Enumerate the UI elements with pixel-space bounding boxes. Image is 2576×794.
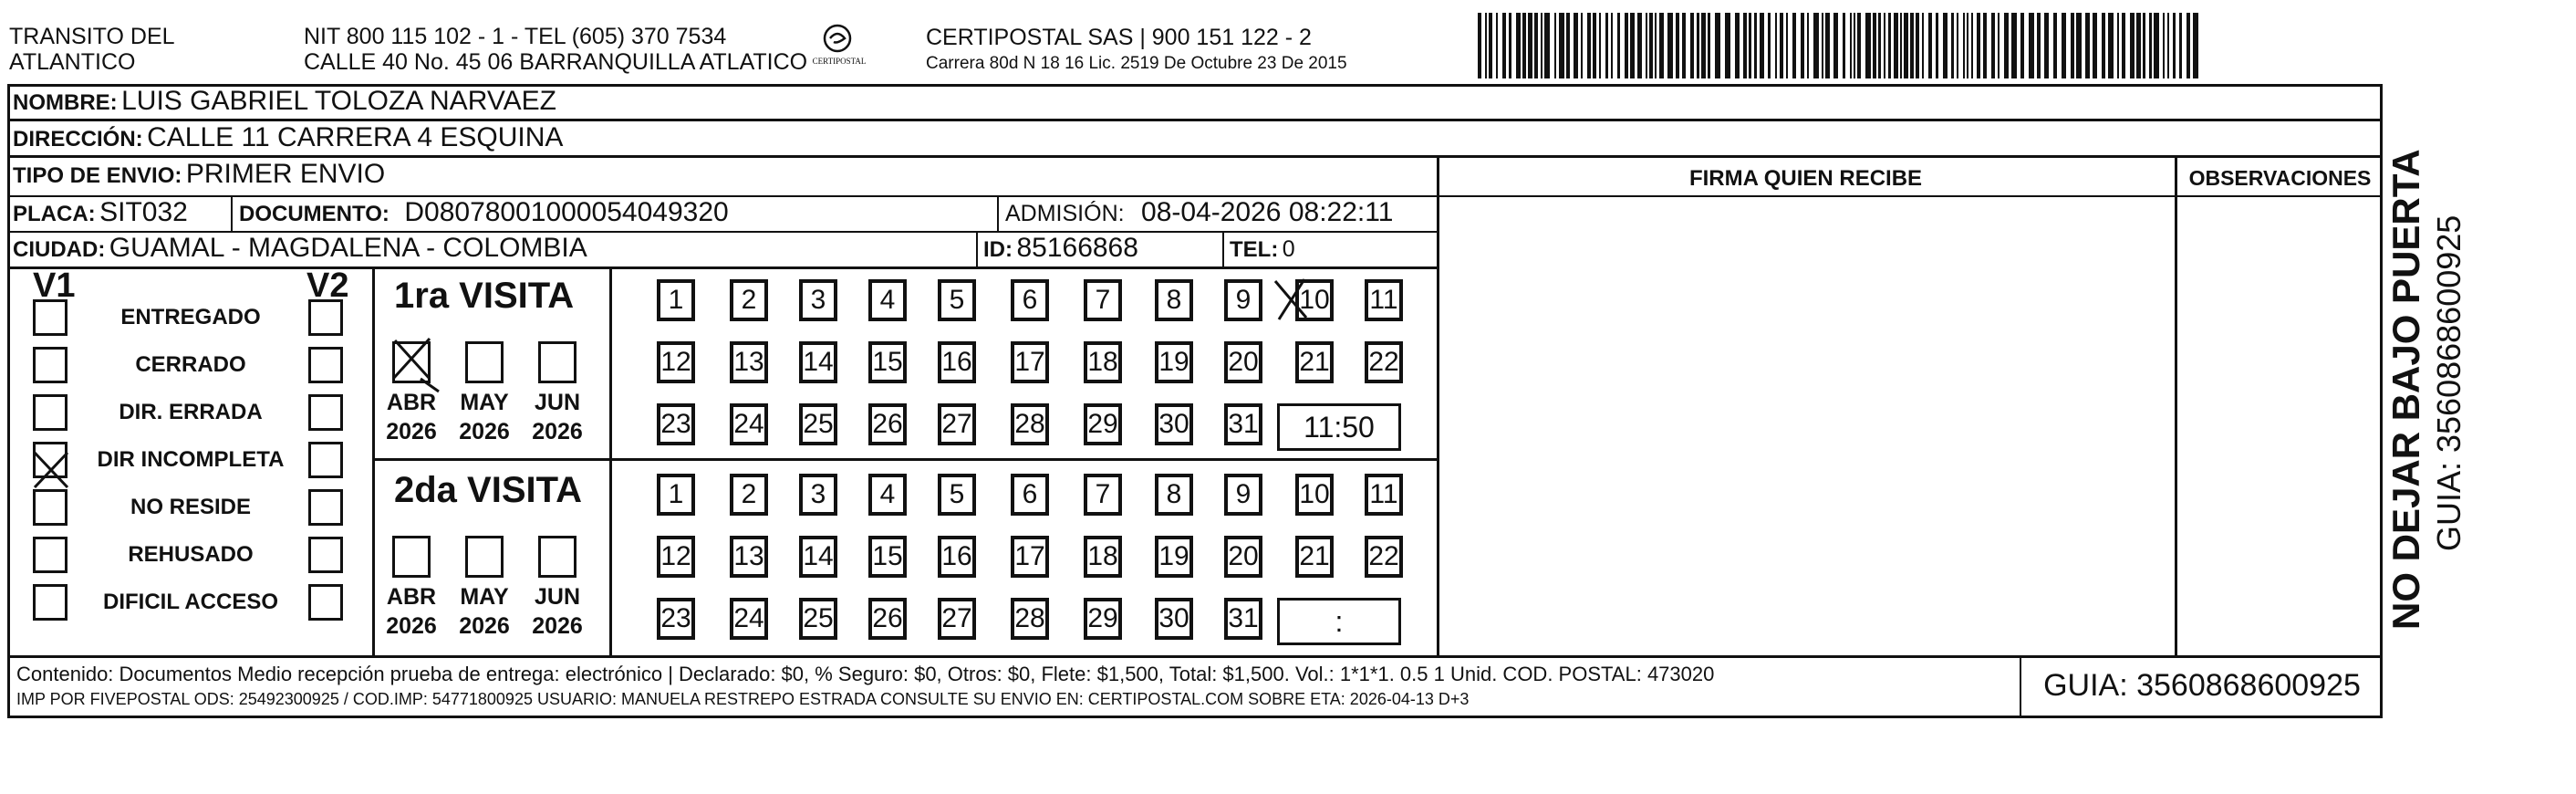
barcode-bar [2163, 13, 2165, 78]
day-box-5[interactable]: 5 [938, 474, 976, 516]
barcode-bar [2167, 13, 2169, 78]
org-name-line2: ATLANTICO [9, 49, 136, 75]
tipo-envio-label: TIPO DE ENVIO: [13, 163, 182, 188]
barcode-bar [2076, 13, 2082, 78]
barcode-bar [1725, 13, 1730, 78]
admision-label: ADMISIÓN: [1005, 201, 1125, 226]
barcode-bar [1991, 13, 1995, 78]
barcode-bar [1754, 13, 1757, 78]
barcode-bar [1951, 13, 1954, 78]
nombre-label: NOMBRE: [13, 90, 118, 115]
day-box-17[interactable]: 17 [1011, 341, 1049, 383]
day-box-22[interactable]: 22 [1365, 341, 1403, 383]
barcode-bar [1943, 13, 1948, 78]
barcode-bar [1780, 13, 1783, 78]
barcode-bar [1541, 13, 1542, 78]
barcode-bar [1544, 13, 1550, 78]
month-checkbox-abr[interactable] [392, 341, 431, 383]
side-guia: GUIA: 3560868600925 [2430, 214, 2467, 551]
tipo-envio-value: PRIMER ENVIO [185, 159, 386, 189]
courier-name: CERTIPOSTAL SAS | 900 151 122 - 2 [926, 25, 1312, 50]
nit-line: NIT 800 115 102 - 1 - TEL (605) 370 7534 [304, 24, 727, 49]
v2-checkbox[interactable] [308, 489, 343, 526]
ciudad-label: CIUDAD: [13, 237, 106, 262]
status-label: ENTREGADO [120, 305, 261, 329]
barcode-bar [2130, 13, 2135, 78]
tel-field [1230, 234, 1295, 268]
barcode-bar [1825, 13, 1830, 78]
barcode-bar [1957, 13, 1958, 78]
year-label: 2026 [459, 419, 510, 444]
v1-checkbox[interactable] [33, 394, 68, 431]
year-label: 2026 [386, 613, 437, 639]
sender-address: CALLE 40 No. 45 06 BARRANQUILLA ATLATICO [304, 49, 808, 75]
v2-checkbox[interactable] [308, 442, 343, 478]
v2-checkbox[interactable] [308, 584, 343, 621]
barcode-bar [1605, 13, 1608, 78]
day-box-28[interactable]: 28 [1011, 598, 1049, 640]
day-box-2[interactable]: 2 [730, 474, 768, 516]
day-box-13[interactable]: 13 [730, 536, 768, 578]
v1-checkbox[interactable] [33, 584, 68, 621]
barcode-bar [1843, 13, 1845, 78]
placa-label: PLACA: [13, 202, 96, 226]
barcode-bar [1528, 13, 1532, 78]
barcode-bar [2108, 13, 2114, 78]
day-box-26[interactable]: 26 [868, 598, 907, 640]
year-label: 2026 [532, 419, 583, 444]
barcode-bar [1813, 13, 1819, 78]
day-box-14[interactable]: 14 [799, 341, 837, 383]
status-label: DIR. ERRADA [119, 400, 263, 424]
v2-checkbox[interactable] [308, 299, 343, 336]
status-label: DIFICIL ACCESO [102, 590, 278, 614]
day-box-16[interactable]: 16 [938, 341, 976, 383]
month-label: JUN [534, 390, 580, 415]
visit-title: 2da VISITA [394, 470, 582, 510]
barcode-bar [2136, 13, 2141, 78]
v1-checkbox[interactable] [33, 537, 68, 573]
barcode-bar [1646, 13, 1647, 78]
barcode-bar [1708, 13, 1710, 78]
barcode-bar [2093, 13, 2097, 78]
id-label: ID: [983, 237, 1013, 262]
day-box-4[interactable]: 4 [868, 279, 907, 321]
v2-checkbox[interactable] [308, 394, 343, 431]
barcode-bar [2117, 13, 2119, 78]
documento-field [239, 197, 729, 233]
placa-value: SIT032 [99, 197, 188, 227]
sender-info [304, 24, 807, 75]
barcode-bar [1786, 13, 1788, 78]
barcode-bar [1676, 13, 1679, 78]
v2-checkbox[interactable] [308, 537, 343, 573]
barcode-bar [1581, 13, 1583, 78]
day-box-30[interactable]: 30 [1155, 403, 1193, 445]
year-label: 2026 [459, 613, 510, 639]
barcode-bar [2071, 13, 2074, 78]
barcode-bar [2186, 13, 2190, 78]
barcode-bar [1768, 13, 1771, 78]
day-box-6[interactable]: 6 [1011, 279, 1049, 321]
id-field [983, 233, 1138, 268]
day-box-20[interactable]: 20 [1224, 536, 1262, 578]
org-name-line1: TRANSITO DEL [9, 24, 175, 49]
month-label: ABR [386, 584, 437, 610]
barcode-bar [1775, 13, 1777, 78]
day-box-22[interactable]: 22 [1365, 536, 1403, 578]
barcode-bar [1496, 13, 1498, 78]
visit-title: 1ra VISITA [394, 276, 575, 316]
barcode-bar [1928, 13, 1932, 78]
tel-value: 0 [1282, 236, 1295, 262]
day-box-21[interactable]: 21 [1295, 536, 1334, 578]
barcode-bar [2122, 13, 2125, 78]
barcode-bar [1833, 13, 1838, 78]
barcode-bar [2029, 13, 2034, 78]
barcode-bar [2143, 13, 2145, 78]
barcode-bar [1807, 13, 1809, 78]
day-box-18[interactable]: 18 [1084, 341, 1122, 383]
month-checkbox-jun[interactable] [538, 536, 576, 578]
barcode-bar [1516, 13, 1521, 78]
barcode-bar [2044, 13, 2049, 78]
v1-label: V1 [33, 266, 76, 305]
barcode-bar [1715, 13, 1720, 78]
day-box-3[interactable]: 3 [799, 279, 837, 321]
day-box-14[interactable]: 14 [799, 536, 837, 578]
day-box-6[interactable]: 6 [1011, 474, 1049, 516]
barcode-bar [1904, 13, 1908, 78]
imp-line: IMP POR FIVEPOSTAL ODS: 25492300925 / COD.IMP: 54771800925 USUARIO: MANUELA RESTREPO ESTRADA CONSULTE SU ENVIO EN: CERTIPOSTAL.COM SOBRE ETA: 2026-04-13 D+3 [16, 690, 1470, 708]
barcode-bar [1509, 13, 1511, 78]
day-box-25[interactable]: 25 [799, 403, 837, 445]
documento-label: DOCUMENTO: [239, 202, 390, 226]
barcode-bar [1587, 13, 1591, 78]
visit-time-box[interactable]: : [1277, 598, 1401, 645]
barcode-bar [2173, 13, 2176, 78]
barcode-bar [2154, 13, 2159, 78]
barcode-bar [1967, 13, 1968, 78]
month-checkbox-abr[interactable] [392, 536, 431, 578]
barcode-bar [1554, 13, 1556, 78]
day-box-7[interactable]: 7 [1084, 279, 1122, 321]
courier-info [926, 24, 1347, 77]
day-box-11[interactable]: 11 [1365, 279, 1403, 321]
day-box-28[interactable]: 28 [1011, 403, 1049, 445]
day-box-9[interactable]: 9 [1224, 279, 1262, 321]
barcode-bar [1599, 13, 1601, 78]
courier-address: Carrera 80d N 18 16 Lic. 2519 De Octubre 23 De 2015 [926, 54, 1347, 73]
ciudad-field [13, 233, 587, 268]
month-checkbox-may[interactable] [465, 536, 504, 578]
day-box-24[interactable]: 24 [730, 403, 768, 445]
barcode-bar [1489, 13, 1492, 78]
barcode-bar [1888, 13, 1891, 78]
barcode-bar [2193, 13, 2198, 78]
direccion-label: DIRECCIÓN: [13, 127, 143, 151]
day-box-24[interactable]: 24 [730, 598, 768, 640]
logo-icon [803, 22, 876, 77]
month-label: MAY [460, 390, 509, 415]
barcode-bar [1667, 13, 1673, 78]
barcode-bar [2179, 13, 2182, 78]
day-box-30[interactable]: 30 [1155, 598, 1193, 640]
barcode-bar [2062, 13, 2066, 78]
day-box-12[interactable]: 12 [657, 536, 695, 578]
barcode-bar [1749, 13, 1751, 78]
status-label: REHUSADO [128, 542, 254, 567]
day-box-2[interactable]: 2 [730, 279, 768, 321]
day-box-16[interactable]: 16 [938, 536, 976, 578]
barcode-bar [1617, 13, 1620, 78]
barcode-bar [1801, 13, 1804, 78]
barcode-bar [1697, 13, 1699, 78]
barcode-bar [1625, 13, 1628, 78]
barcode-bar [1998, 13, 2000, 78]
barcode-bar [1743, 13, 1747, 78]
nombre-value: LUIS GABRIEL TOLOZA NARVAEZ [121, 86, 556, 116]
tipo-envio-field [13, 159, 385, 194]
barcode-bar [2149, 13, 2152, 78]
day-box-20[interactable]: 20 [1224, 341, 1262, 383]
barcode-bar [1854, 13, 1855, 78]
barcode-bar [1922, 13, 1924, 78]
barcode-image [1478, 13, 2200, 78]
v1-checkbox[interactable] [33, 489, 68, 526]
barcode-bar [1478, 13, 1481, 78]
day-box-15[interactable]: 15 [868, 536, 907, 578]
barcode-bar [2037, 13, 2041, 78]
barcode-bar [1900, 13, 1902, 78]
observaciones-header: OBSERVACIONES [2188, 166, 2372, 190]
day-box-1[interactable]: 1 [657, 279, 695, 321]
no-dejar-warning: NO DEJAR BAJO PUERTA [2384, 149, 2427, 630]
admision-field [1005, 197, 1393, 233]
barcode-bar [2004, 13, 2009, 78]
day-box-1[interactable]: 1 [657, 474, 695, 516]
day-box-8[interactable]: 8 [1155, 279, 1193, 321]
barcode-bar [1857, 13, 1861, 78]
day-box-26[interactable]: 26 [868, 403, 907, 445]
barcode-bar [1637, 13, 1642, 78]
barcode-bar [1559, 13, 1564, 78]
month-label: MAY [460, 584, 509, 610]
day-box-7[interactable]: 7 [1084, 474, 1122, 516]
barcode-bar [1977, 13, 1980, 78]
barcode-bar [1760, 13, 1764, 78]
direccion-field [13, 122, 563, 158]
barcode-bar [1884, 13, 1885, 78]
day-box-27[interactable]: 27 [938, 403, 976, 445]
barcode-bar [1735, 13, 1740, 78]
month-checkbox-jun[interactable] [538, 341, 576, 383]
v1-checkbox[interactable] [33, 299, 68, 336]
year-label: 2026 [532, 613, 583, 639]
day-box-12[interactable]: 12 [657, 341, 695, 383]
barcode-bar [2053, 13, 2057, 78]
v2-label: V2 [306, 266, 349, 305]
direccion-value: CALLE 11 CARRERA 4 ESQUINA [147, 122, 564, 152]
day-box-31[interactable]: 31 [1224, 403, 1262, 445]
day-box-27[interactable]: 27 [938, 598, 976, 640]
org-name [9, 24, 175, 75]
day-box-9[interactable]: 9 [1224, 474, 1262, 516]
day-box-15[interactable]: 15 [868, 341, 907, 383]
day-box-19[interactable]: 19 [1155, 341, 1193, 383]
ciudad-value: GUAMAL - MAGDALENA - COLOMBIA [109, 233, 587, 263]
barcode-bar [1630, 13, 1635, 78]
day-box-8[interactable]: 8 [1155, 474, 1193, 516]
day-box-29[interactable]: 29 [1084, 403, 1122, 445]
day-box-25[interactable]: 25 [799, 598, 837, 640]
barcode-bar [1878, 13, 1881, 78]
barcode-bar [2085, 13, 2090, 78]
v2-checkbox[interactable] [308, 347, 343, 383]
barcode-bar [1701, 13, 1706, 78]
month-label: JUN [534, 584, 580, 610]
barcode-bar [1574, 13, 1578, 78]
barcode-bar [1655, 13, 1657, 78]
documento-value: D08078001000054049320 [404, 197, 729, 227]
barcode-bar [1971, 13, 1973, 78]
id-value: 85166868 [1016, 233, 1138, 263]
barcode-bar [1963, 13, 1965, 78]
firma-header: FIRMA QUIEN RECIBE [1688, 166, 1923, 191]
barcode-bar [1822, 13, 1823, 78]
contenido-line: Contenido: Documentos Medio recepción prueba de entrega: electrónico | Declarado: $0, % Seguro: $0, Otros: $0, Flete: $1,500, Total: $1,500. Vol.: 1*1*1. 0.5 1 Unid. COD. POSTAL: 473020 [16, 663, 1715, 685]
day-box-3[interactable]: 3 [799, 474, 837, 516]
barcode-bar [1534, 13, 1538, 78]
barcode-bar [1910, 13, 1914, 78]
placa-field [13, 197, 188, 233]
barcode-bar [1522, 13, 1526, 78]
barcode-bar [1850, 13, 1852, 78]
barcode-bar [1983, 13, 1987, 78]
barcode-bar [2011, 13, 2017, 78]
nombre-field [13, 86, 556, 121]
barcode-bar [1894, 13, 1898, 78]
day-box-10[interactable]: 10 [1295, 474, 1334, 516]
day-box-17[interactable]: 17 [1011, 536, 1049, 578]
day-box-10[interactable]: 10 [1295, 279, 1334, 321]
day-box-31[interactable]: 31 [1224, 598, 1262, 640]
barcode-bar [1659, 13, 1664, 78]
admision-value: 08-04-2026 08:22:11 [1141, 197, 1394, 227]
day-box-13[interactable]: 13 [730, 341, 768, 383]
footer-guia: GUIA: 3560868600925 [2043, 668, 2361, 703]
barcode-bar [1566, 13, 1570, 78]
month-checkbox-may[interactable] [465, 341, 504, 383]
barcode-bar [1649, 13, 1653, 78]
year-label: 2026 [386, 419, 437, 444]
day-box-4[interactable]: 4 [868, 474, 907, 516]
barcode-bar [1873, 13, 1876, 78]
day-box-29[interactable]: 29 [1084, 598, 1122, 640]
barcode-bar [1865, 13, 1871, 78]
day-box-5[interactable]: 5 [938, 279, 976, 321]
barcode-bar [1682, 13, 1686, 78]
barcode-bar [1916, 13, 1919, 78]
day-box-23[interactable]: 23 [657, 403, 695, 445]
day-box-18[interactable]: 18 [1084, 536, 1122, 578]
barcode-bar [2102, 13, 2105, 78]
barcode-bar [1611, 13, 1613, 78]
logo-caption: CERTIPOSTAL [812, 57, 867, 66]
status-label: DIR INCOMPLETA [97, 447, 285, 472]
barcode-bar [1690, 13, 1694, 78]
month-label: ABR [386, 390, 437, 415]
barcode-bar [1502, 13, 1506, 78]
barcode-bar [1936, 13, 1938, 78]
barcode-bar [2020, 13, 2024, 78]
day-box-11[interactable]: 11 [1365, 474, 1403, 516]
v1-checkbox[interactable] [33, 347, 68, 383]
certipostal-logo [803, 22, 876, 77]
v1-checkbox[interactable] [33, 442, 68, 478]
day-box-21[interactable]: 21 [1295, 341, 1334, 383]
day-box-23[interactable]: 23 [657, 598, 695, 640]
barcode-bar [1593, 13, 1596, 78]
tel-label: TEL: [1230, 237, 1279, 262]
barcode [1478, 13, 2200, 78]
day-box-19[interactable]: 19 [1155, 536, 1193, 578]
barcode-bar [1485, 13, 1487, 78]
status-label: CERRADO [135, 352, 246, 377]
barcode-bar [1792, 13, 1796, 78]
status-label: NO RESIDE [130, 495, 252, 519]
visit-time-box[interactable]: 11:50 [1277, 403, 1401, 451]
